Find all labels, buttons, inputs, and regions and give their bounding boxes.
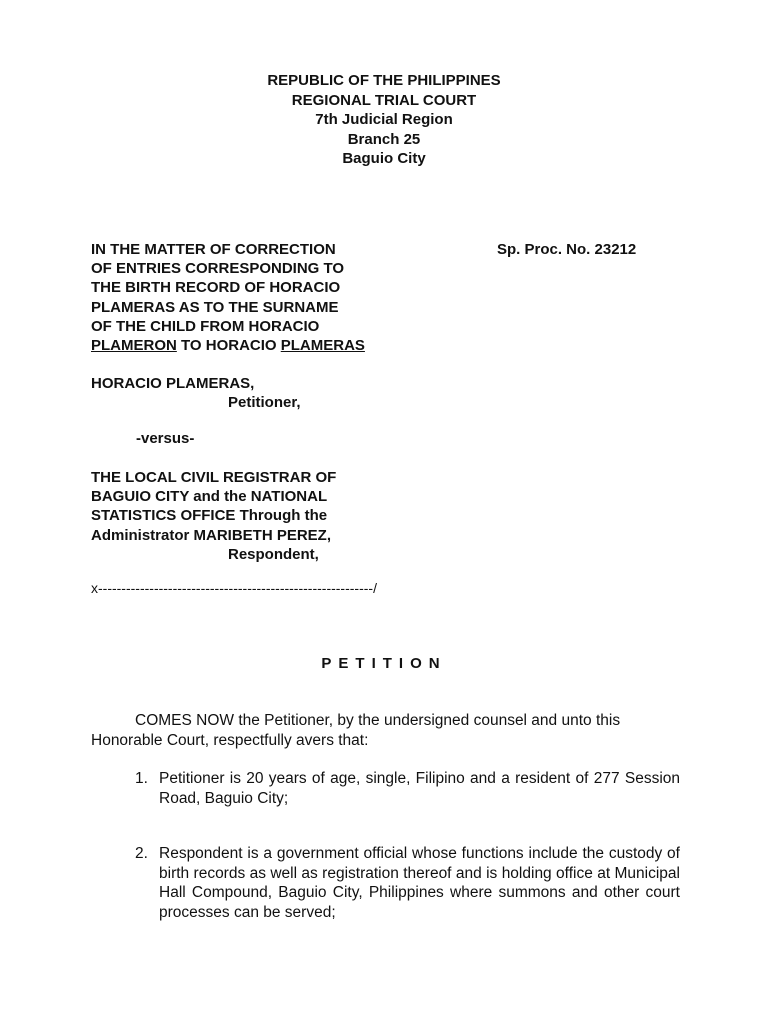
petitioner-block	[91, 374, 491, 412]
respondent-line: STATISTICS OFFICE Through the	[91, 507, 328, 525]
caption-connector: TO HORACIO	[176, 337, 281, 355]
respondent-role: Respondent,	[228, 545, 319, 563]
document-title: PETITION	[321, 655, 447, 672]
intro-text: COMES NOW the Petitioner, by the undersigned counsel and unto this Honorable Court, respectfully avers that:	[91, 712, 621, 749]
paragraph-number: 1.	[135, 770, 148, 787]
header-branch: Branch 25	[347, 130, 421, 148]
paragraph-text: Respondent is a government official whose functions include the custody of birth records as well as registration thereof and is holding office at Municipal Hall Compound, Baguio City, Philippines where summons and other court processes can be served;	[159, 845, 680, 921]
caption-line: OF THE CHILD FROM HORACIO	[91, 317, 320, 335]
case-caption	[91, 240, 471, 355]
respondent-line: THE LOCAL CIVIL REGISTRAR OF	[91, 469, 337, 486]
intro-paragraph	[91, 711, 681, 750]
old-surname: PLAMERON	[91, 337, 177, 355]
header-court: REGIONAL TRIAL COURT	[291, 91, 477, 109]
caption-line: IN THE MATTER OF CORRECTION	[91, 241, 336, 258]
new-surname: PLAMERAS	[280, 337, 365, 355]
case-number: Sp. Proc. No. 23212	[497, 241, 637, 258]
caption-line: THE BIRTH RECORD OF HORACIO	[91, 279, 341, 297]
petitioner-role: Petitioner,	[228, 394, 301, 412]
caption-line: PLAMERAS AS TO THE SURNAME	[91, 298, 339, 316]
paragraph-text: Petitioner is 20 years of age, single, Filipino and a resident of 277 Session Road, Baguio City;	[159, 770, 680, 807]
respondent-line: Administrator MARIBETH PEREZ,	[91, 526, 332, 544]
court-header	[0, 71, 768, 169]
header-republic: REPUBLIC OF THE PHILIPPINES	[267, 72, 501, 89]
numbered-paragraph	[135, 769, 680, 808]
caption-separator: x-----------------------------------------------------------/	[91, 580, 377, 596]
paragraph-number: 2.	[135, 845, 148, 862]
respondent-block	[91, 468, 491, 564]
header-region: 7th Judicial Region	[315, 111, 453, 128]
caption-line	[91, 336, 471, 355]
caption-line: OF ENTRIES CORRESPONDING TO	[91, 260, 345, 278]
header-city: Baguio City	[342, 150, 426, 167]
respondent-line: BAGUIO CITY and the NATIONAL	[91, 488, 328, 506]
versus-label: -versus-	[136, 430, 195, 447]
petitioner-name: HORACIO PLAMERAS,	[91, 375, 255, 392]
numbered-paragraph	[135, 844, 680, 922]
